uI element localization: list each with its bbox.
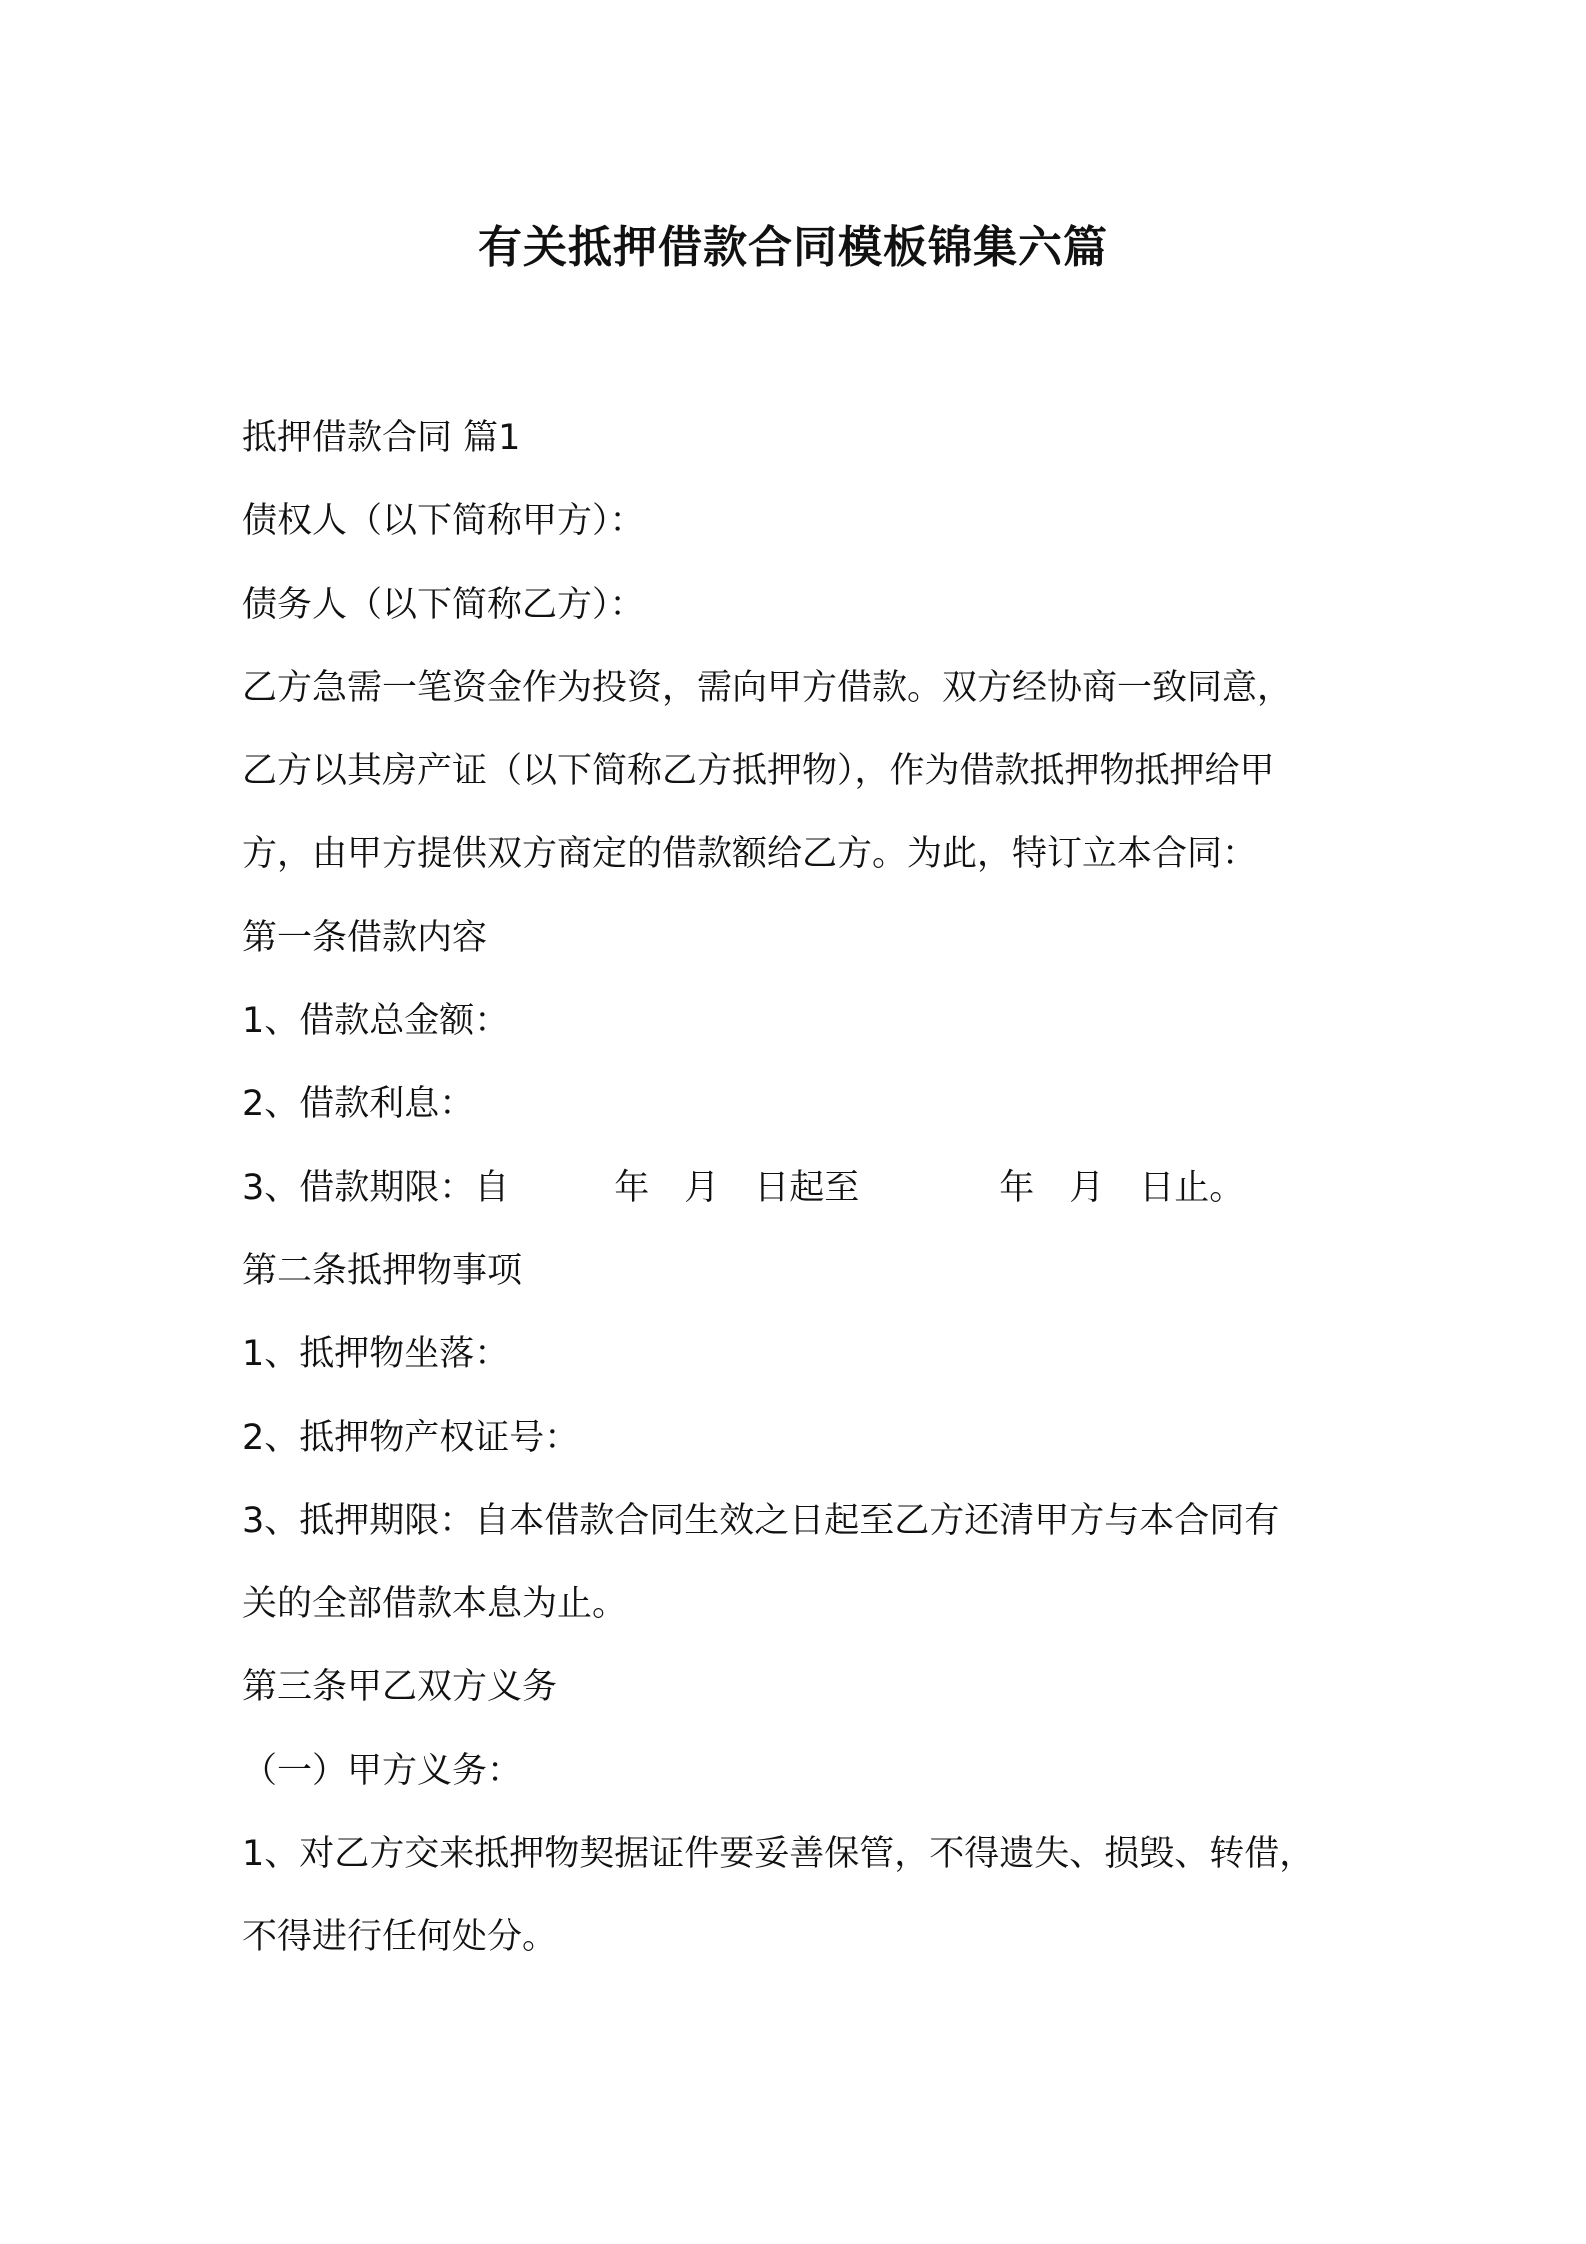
party-a-obligations-heading: （一）甲方义务： <box>242 1750 523 1791</box>
mortgage-term-line-2: 关的全部借款本息为止。 <box>242 1584 628 1625</box>
preamble-line-2: 乙方以其房产证（以下简称乙方抵押物），作为借款抵押物抵押给甲 <box>242 751 1275 792</box>
debtor-line: 债务人（以下简称乙方）： <box>242 584 645 625</box>
party-a-obligation-1-line-2: 不得进行任何处分。 <box>242 1917 558 1958</box>
document-title: 有关抵押借款合同模板锦集六篇 <box>478 222 1108 273</box>
article-2-heading: 第二条抵押物事项 <box>242 1250 523 1291</box>
article-1-heading: 第一条借款内容 <box>242 917 488 958</box>
party-a-obligation-1-line-1: 1、对乙方交来抵押物契据证件要妥善保管，不得遗失、损毁、转借， <box>242 1834 1315 1875</box>
mortgage-term-line-1: 3、抵押期限：自本借款合同生效之日起至乙方还清甲方与本合同有 <box>242 1500 1280 1541</box>
preamble-line-3: 方，由甲方提供双方商定的借款额给乙方。为此，特订立本合同： <box>242 834 1258 875</box>
document-body <box>242 408 1362 1991</box>
loan-total-amount-line: 1、借款总金额： <box>242 1001 510 1042</box>
preamble-line-1: 乙方急需一笔资金作为投资，需向甲方借款。双方经协商一致同意， <box>242 667 1293 708</box>
section-heading-part-1: 抵押借款合同 篇1 <box>242 418 521 458</box>
collateral-location-line: 1、抵押物坐落： <box>242 1334 510 1375</box>
article-3-heading: 第三条甲乙双方义务 <box>242 1667 558 1708</box>
collateral-certificate-line: 2、抵押物产权证号： <box>242 1417 580 1458</box>
loan-interest-line: 2、借款利息： <box>242 1084 475 1125</box>
loan-term-line: 3、借款期限：自 年 月 日起至 年 月 日止。 <box>242 1167 1245 1208</box>
creditor-line: 债权人（以下简称甲方）： <box>242 501 645 542</box>
